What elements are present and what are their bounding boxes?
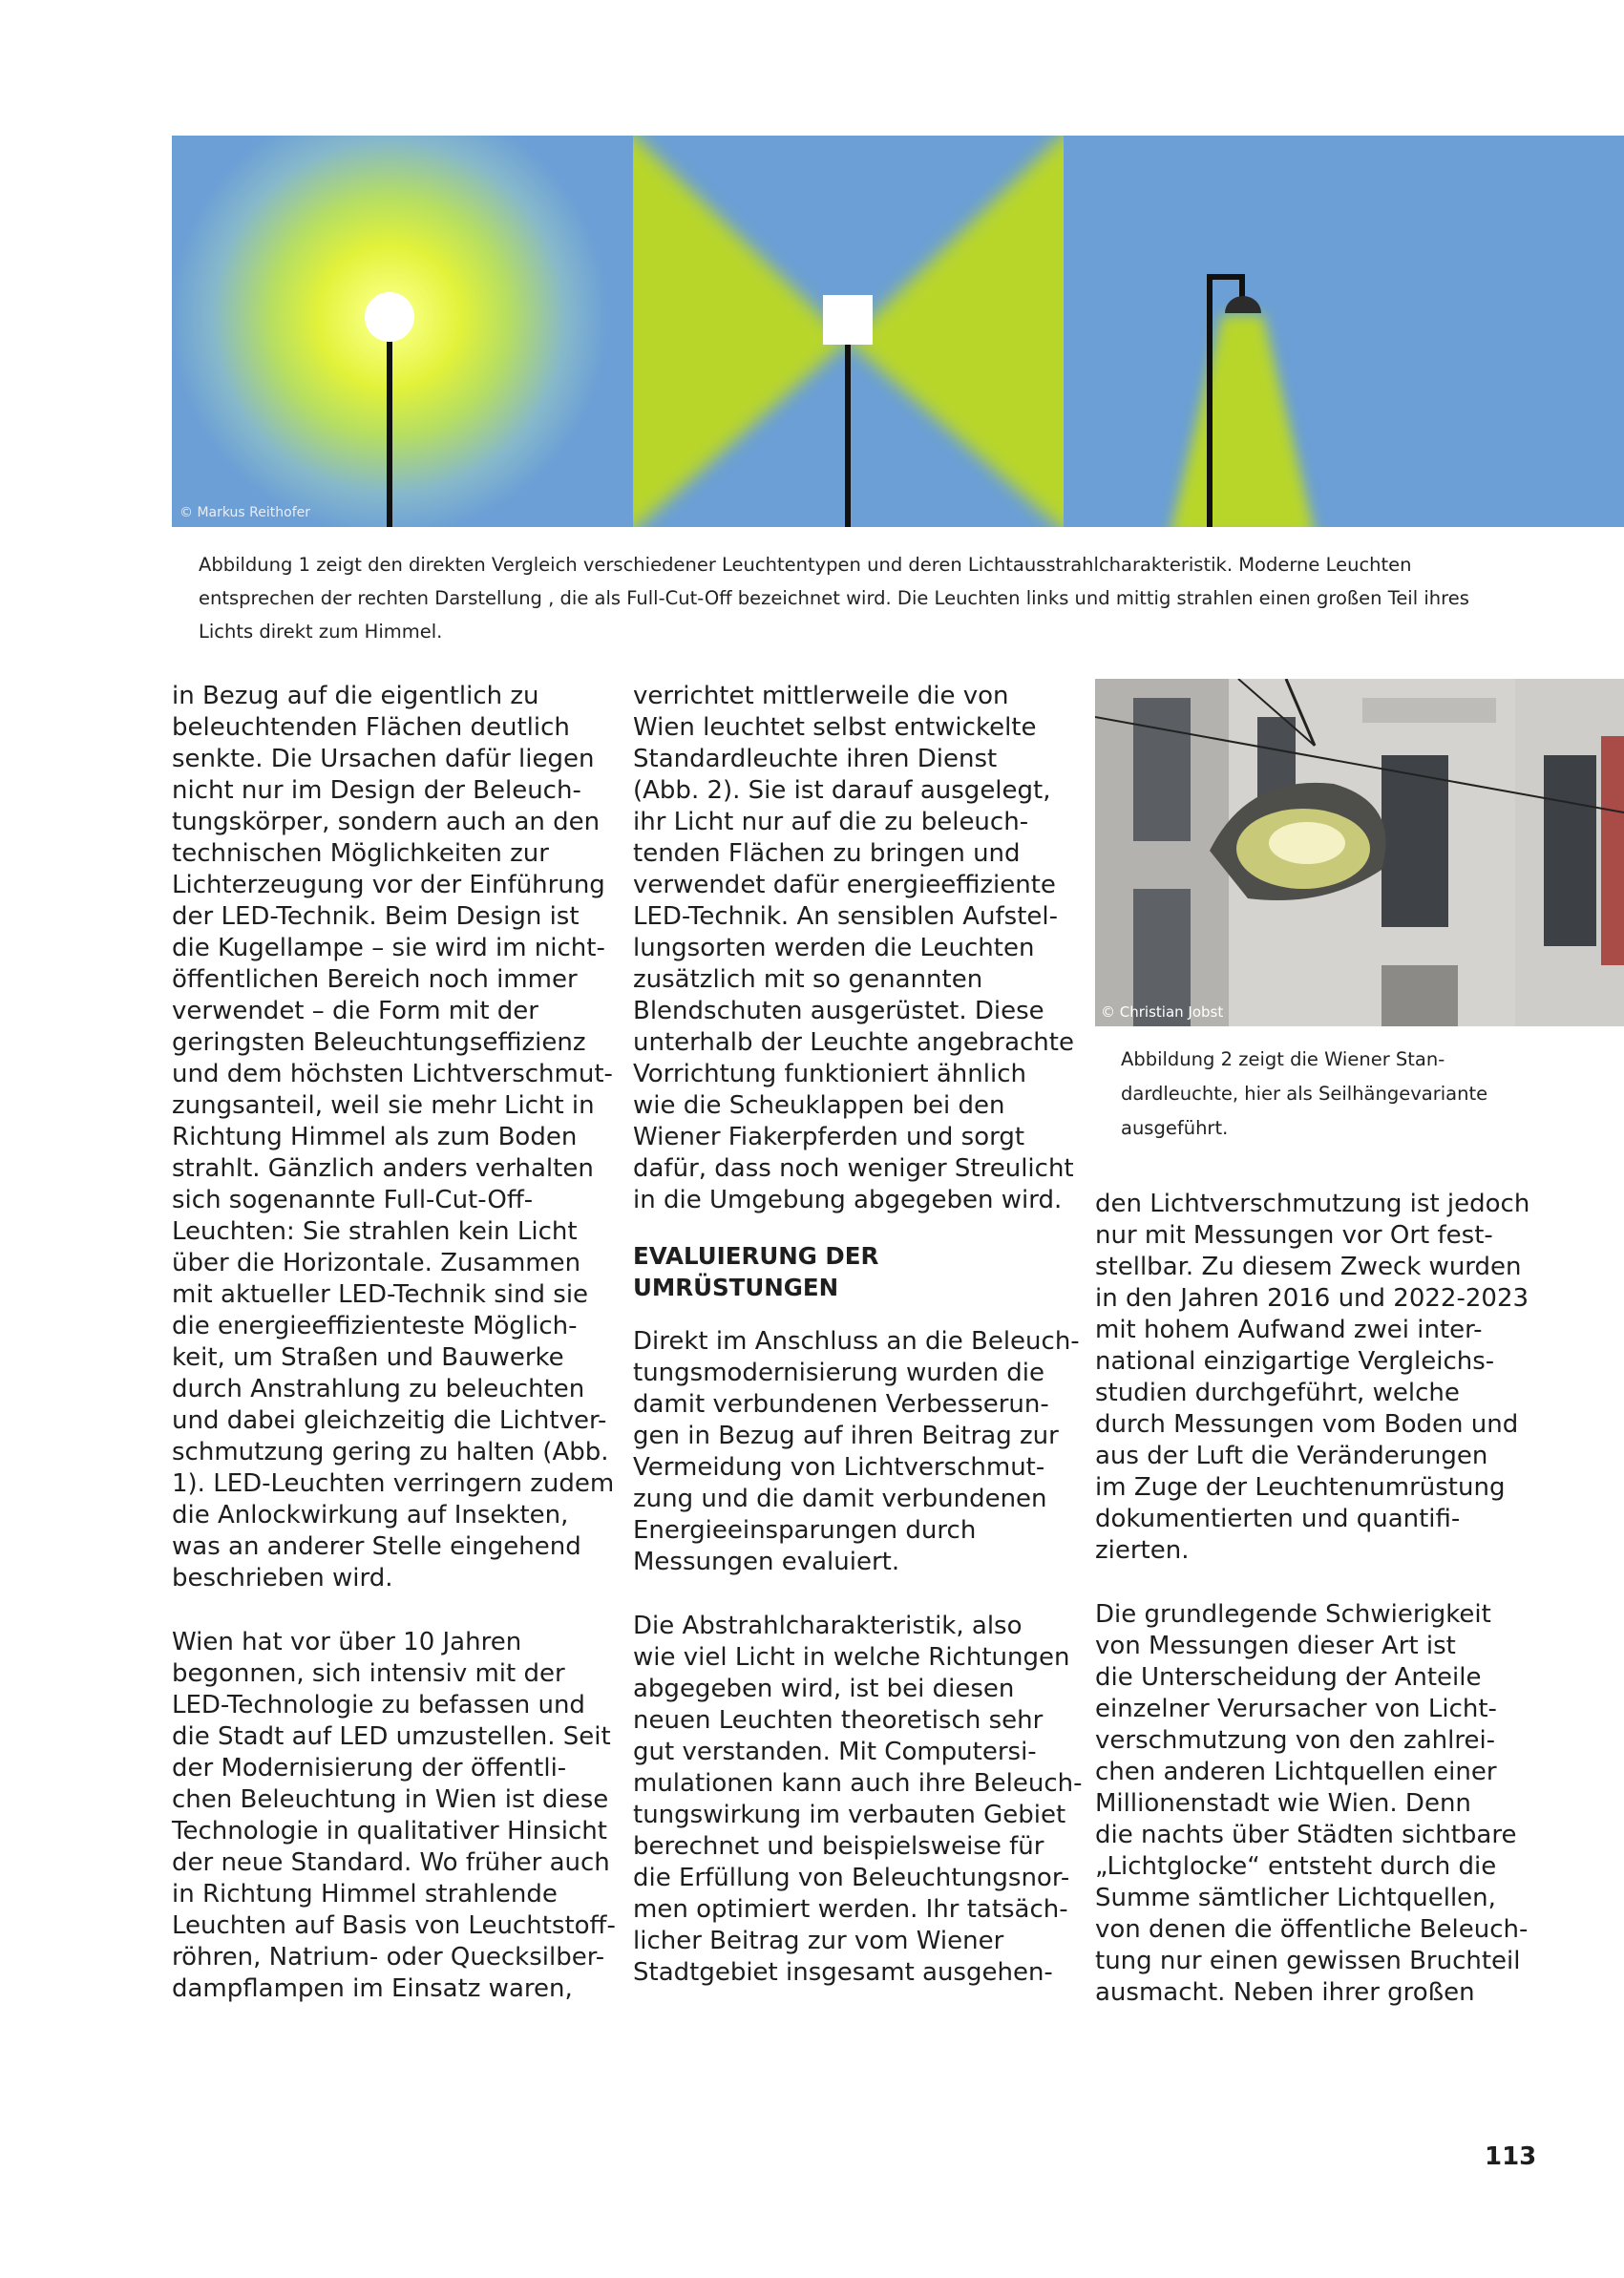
- text-line: Leuchten: Sie strahlen kein Licht: [172, 1217, 578, 1246]
- street-lamp-photo-icon: [1095, 679, 1624, 1026]
- text-line: tungskörper, sondern auch an den: [172, 808, 601, 836]
- text-line: verrichtet mittlerweile die von: [633, 682, 1009, 710]
- text-line: tungsmodernisierung wurden die: [633, 1359, 1044, 1387]
- text-line: dafür, dass noch weniger Streulicht: [633, 1154, 1074, 1183]
- text-line: begonnen, sich intensiv mit der: [172, 1659, 565, 1688]
- text-line: Vermeidung von Lichtverschmut-: [633, 1453, 1045, 1482]
- figure-2-caption: [1121, 1043, 1487, 1146]
- text-line: verwendet – die Form mit der: [172, 997, 538, 1025]
- text-line: Summe sämtlicher Lichtquellen,: [1095, 1884, 1496, 1912]
- text-line: LED-Technik. An sensiblen Aufstel-: [633, 902, 1058, 931]
- text-line: Energieeinsparungen durch: [633, 1516, 977, 1545]
- text-column-1: [172, 681, 616, 2005]
- text-line: zierten.: [1095, 1536, 1190, 1565]
- text-line: in den Jahren 2016 und 2022-2023: [1095, 1284, 1529, 1313]
- heading-line: UMRÜSTUNGEN: [633, 1274, 839, 1301]
- text-line: „Lichtglocke“ entsteht durch die: [1095, 1852, 1497, 1881]
- text-line: durch Anstrahlung zu beleuchten: [172, 1375, 585, 1403]
- text-line: Richtung Himmel als zum Boden: [172, 1123, 578, 1151]
- text-line: wie viel Licht in welche Richtungen: [633, 1643, 1070, 1672]
- text-line: tenden Flächen zu bringen und: [633, 839, 1021, 868]
- text-line: in Bezug auf die eigentlich zu: [172, 682, 539, 710]
- column-1-paragraph-2: [172, 1627, 616, 2005]
- text-line: Stadtgebiet insgesamt ausgehen-: [633, 1958, 1053, 1987]
- column-2-paragraph-2: [633, 1326, 1082, 1578]
- text-line: aus der Luft die Veränderungen: [1095, 1442, 1488, 1470]
- text-line: was an anderer Stelle eingehend: [172, 1532, 581, 1561]
- figure-1-illustration: [172, 136, 1624, 527]
- text-line: beleuchtenden Flächen deutlich: [172, 713, 570, 742]
- text-line: men optimiert werden. Ihr tatsäch-: [633, 1895, 1068, 1924]
- column-3-paragraph-1: [1095, 1189, 1529, 1567]
- text-line: sich sogenannte Full-Cut-Off-: [172, 1186, 534, 1214]
- text-line: der Modernisierung der öffentli-: [172, 1754, 567, 1782]
- text-line: Vorrichtung funktioniert ähnlich: [633, 1060, 1026, 1088]
- text-line: die Kugellampe – sie wird im nicht-: [172, 934, 605, 962]
- text-line: und dem höchsten Lichtverschmut-: [172, 1060, 613, 1088]
- text-line: zungsanteil, weil sie mehr Licht in: [172, 1091, 595, 1120]
- cube-lamp-panel: [633, 136, 1064, 527]
- column-2-paragraph-3: [633, 1611, 1082, 1989]
- text-line: Wiener Fiakerpferden und sorgt: [633, 1123, 1025, 1151]
- text-line: die Erfüllung von Beleuchtungsnor-: [633, 1864, 1070, 1892]
- text-line: Wien hat vor über 10 Jahren: [172, 1628, 522, 1656]
- text-line: verwendet dafür energieeffiziente: [633, 871, 1056, 899]
- text-line: nur mit Messungen vor Ort fest-: [1095, 1221, 1493, 1250]
- text-line: Technologie in qualitativer Hinsicht: [172, 1817, 607, 1846]
- text-line: den Lichtverschmutzung ist jedoch: [1095, 1190, 1530, 1218]
- text-line: keit, um Straßen und Bauwerke: [172, 1343, 564, 1372]
- text-line: tung nur einen gewissen Bruchteil: [1095, 1947, 1521, 1975]
- column-3-paragraph-2: [1095, 1599, 1529, 2009]
- text-line: Wien leuchtet selbst entwickelte: [633, 713, 1037, 742]
- full-cut-off-lamp-icon: [1064, 136, 1624, 527]
- text-line: röhren, Natrium- oder Quecksilber-: [172, 1943, 605, 1972]
- text-line: von Messungen dieser Art ist: [1095, 1632, 1456, 1660]
- text-line: (Abb. 2). Sie ist darauf ausgelegt,: [633, 776, 1051, 805]
- text-line: zusätzlich mit so genannten: [633, 965, 983, 994]
- text-line: Messungen evaluiert.: [633, 1548, 900, 1576]
- text-line: der LED-Technik. Beim Design ist: [172, 902, 580, 931]
- text-line: Die Abstrahlcharakteristik, also: [633, 1612, 1023, 1640]
- text-line: 1). LED-Leuchten verringern zudem: [172, 1469, 615, 1498]
- text-line: in Richtung Himmel strahlende: [172, 1880, 558, 1909]
- text-line: studien durchgeführt, welche: [1095, 1379, 1460, 1407]
- text-line: gut verstanden. Mit Computersi-: [633, 1738, 1037, 1766]
- caption-line: ausgeführt.: [1121, 1117, 1229, 1139]
- text-line: mulationen kann auch ihre Beleuch-: [633, 1769, 1083, 1798]
- text-line: chen Beleuchtung in Wien ist diese: [172, 1785, 609, 1814]
- text-line: ausmacht. Neben ihrer großen: [1095, 1978, 1475, 2007]
- text-line: berechnet und beispielsweise für: [633, 1832, 1044, 1861]
- text-line: über die Horizontale. Zusammen: [172, 1249, 581, 1277]
- text-line: wie die Scheuklappen bei den: [633, 1091, 1005, 1120]
- text-line: abgegeben wird, ist bei diesen: [633, 1675, 1015, 1703]
- text-line: chen anderen Lichtquellen einer: [1095, 1758, 1497, 1786]
- text-line: von denen die öffentliche Beleuch-: [1095, 1915, 1529, 1944]
- text-line: licher Beitrag zur vom Wiener: [633, 1927, 1004, 1955]
- text-line: ihr Licht nur auf die zu beleuch-: [633, 808, 1029, 836]
- text-line: dampflampen im Einsatz waren,: [172, 1974, 573, 2003]
- text-line: gen in Bezug auf ihren Beitrag zur: [633, 1422, 1059, 1450]
- text-line: strahlt. Gänzlich anders verhalten: [172, 1154, 594, 1183]
- text-column-3: [1095, 1189, 1529, 2009]
- text-line: mit aktueller LED-Technik sind sie: [172, 1280, 589, 1309]
- text-line: tungswirkung im verbauten Gebiet: [633, 1801, 1066, 1829]
- text-line: durch Messungen vom Boden und: [1095, 1410, 1519, 1439]
- text-line: im Zuge der Leuchtenumrüstung: [1095, 1473, 1506, 1502]
- text-line: die Unterscheidung der Anteile: [1095, 1663, 1482, 1692]
- text-line: in die Umgebung abgegeben wird.: [633, 1186, 1063, 1214]
- figure-1-credit: © Markus Reithofer: [179, 505, 310, 520]
- globe-lamp-icon: [172, 136, 633, 527]
- text-line: Standardleuchte ihren Dienst: [633, 745, 998, 773]
- caption-line: dardleuchte, hier als Seilhängevariante: [1121, 1083, 1488, 1105]
- text-column-2: [633, 681, 1082, 1989]
- page-number: 113: [1485, 2142, 1537, 2171]
- text-line: unterhalb der Leuchte angebrachte: [633, 1028, 1074, 1057]
- text-line: öffentlichen Bereich noch immer: [172, 965, 578, 994]
- text-line: Die grundlegende Schwierigkeit: [1095, 1600, 1491, 1629]
- globe-lamp-panel: [172, 136, 633, 527]
- text-line: Blendschuten ausgerüstet. Diese: [633, 997, 1044, 1025]
- text-line: LED-Technologie zu befassen und: [172, 1691, 585, 1719]
- full-cut-off-lamp-panel: [1064, 136, 1624, 527]
- text-line: damit verbundenen Verbesserun-: [633, 1390, 1049, 1419]
- caption-line: Abbildung 2 zeigt die Wiener Stan-: [1121, 1048, 1445, 1070]
- text-line: neuen Leuchten theoretisch sehr: [633, 1706, 1044, 1735]
- text-line: beschrieben wird.: [172, 1564, 393, 1592]
- column-2-paragraph-1: [633, 681, 1082, 1216]
- figure-1-caption: Abbildung 1 zeigt den direkten Vergleich verschiedener Leuchtentypen und deren Lichtausstrahlcharakteristik. Moderne Leuchten entsprechen der rechten Darstellung , die als Full-Cut-Off bezeichnet wird. Die Leuchten links und mittig strahlen einen großen Teil ihres Lichts direkt zum Himmel.: [199, 554, 1469, 643]
- text-line: nicht nur im Design der Beleuch-: [172, 776, 581, 805]
- text-line: Millionenstadt wie Wien. Denn: [1095, 1789, 1471, 1818]
- text-line: Lichterzeugung vor der Einführung: [172, 871, 605, 899]
- column-1-paragraph-1: [172, 681, 616, 1594]
- text-line: lungsorten werden die Leuchten: [633, 934, 1035, 962]
- text-line: geringsten Beleuchtungseffizienz: [172, 1028, 586, 1057]
- text-line: die Stadt auf LED umzustellen. Seit: [172, 1722, 611, 1751]
- text-line: die Anlockwirkung auf Insekten,: [172, 1501, 569, 1529]
- text-line: die energieeffizienteste Möglich-: [172, 1312, 578, 1340]
- text-line: mit hohem Aufwand zwei inter-: [1095, 1316, 1483, 1344]
- text-line: national einzigartige Vergleichs-: [1095, 1347, 1495, 1376]
- heading-line: EVALUIERUNG DER: [633, 1242, 879, 1270]
- text-line: verschmutzung von den zahlrei-: [1095, 1726, 1496, 1755]
- text-line: und dabei gleichzeitig die Lichtver-: [172, 1406, 607, 1435]
- text-line: einzelner Verursacher von Licht-: [1095, 1695, 1497, 1723]
- text-line: Direkt im Anschluss an die Beleuch-: [633, 1327, 1080, 1356]
- text-line: senkte. Die Ursachen dafür liegen: [172, 745, 595, 773]
- text-line: Leuchten auf Basis von Leuchtstoff-: [172, 1911, 616, 1940]
- text-line: stellbar. Zu diesem Zweck wurden: [1095, 1253, 1522, 1281]
- figure-2-credit: © Christian Jobst: [1101, 1003, 1224, 1021]
- text-line: schmutzung gering zu halten (Abb.: [172, 1438, 609, 1466]
- text-line: technischen Möglichkeiten zur: [172, 839, 549, 868]
- text-line: zung und die damit verbundenen: [633, 1485, 1047, 1513]
- text-line: der neue Standard. Wo früher auch: [172, 1848, 610, 1877]
- section-heading: [633, 1240, 1082, 1303]
- text-line: die nachts über Städten sichtbare: [1095, 1821, 1517, 1849]
- figure-2-photo: [1095, 679, 1624, 1026]
- cube-lamp-icon: [633, 136, 1064, 527]
- text-line: dokumentierten und quantifi-: [1095, 1505, 1461, 1533]
